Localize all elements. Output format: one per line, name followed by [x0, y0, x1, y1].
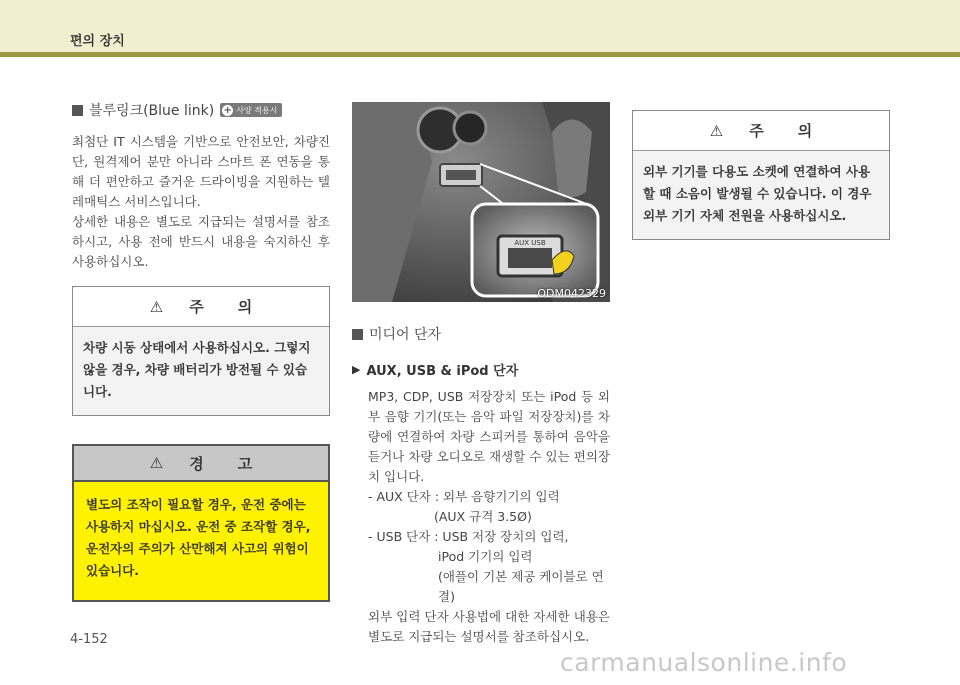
caution-header	[633, 111, 889, 151]
middle-column	[352, 102, 610, 647]
caution-text: 차량 시동 상태에서 사용하십시오. 그렇지 않을 경우, 차량 배터리가 방전될 수 있습니다.	[83, 340, 311, 399]
media-port-photo	[352, 102, 610, 302]
aux-spec: (AUX 규격 3.5Ø)	[434, 509, 532, 524]
media-intro: MP3, CDP, USB 저장장치 또는 iPod 등 외부 음향 기기(또는 음악 파일 저장장치)를 차량에 연결하여 차량 스피커를 통하여 음악을 듣거나 차량 오디오로 재생할 수 있는 편의장치 입니다.	[368, 389, 610, 484]
warning-word: 경고	[189, 454, 287, 473]
figure-code: ODM042329	[537, 287, 606, 300]
watermark: carmanualsonline.info	[560, 648, 848, 677]
warning-triangle-icon: ⚠	[149, 297, 164, 316]
caution-word: 주의	[189, 298, 287, 316]
section-title-media	[352, 324, 610, 344]
caution-box	[72, 286, 330, 416]
section-title-text: 미디어 단자	[369, 327, 442, 343]
warning-triangle-icon: ⚠	[709, 121, 724, 140]
option-badge	[220, 103, 282, 117]
header-band	[0, 0, 960, 52]
media-reference: 외부 입력 단자 사용법에 대한 자세한 내용은 별도로 지급되는 설명서를 참조하십시오.	[368, 609, 610, 644]
bluelink-description: 최첨단 IT 시스템을 기반으로 안전보안, 차량진단, 원격제어 분만 아니라 스마트 폰 연동을 통해 더 편안하고 즐거운 드라이빙을 지원하는 텔레매틱스 서비스입니다.	[72, 134, 330, 209]
warning-triangle-icon: ⚠	[149, 454, 164, 472]
page-header-title: 편의 장치	[70, 34, 125, 49]
media-description	[352, 387, 610, 647]
usb-line: - USB 단자 : USB 저장 장치의 입력,	[368, 529, 569, 544]
subsection-title	[352, 360, 610, 379]
port-label: AUX USB	[514, 239, 546, 247]
square-bullet-icon	[352, 329, 363, 340]
page-number: 4-152	[70, 632, 108, 647]
square-bullet-icon	[72, 105, 83, 116]
warning-header	[74, 446, 328, 482]
left-column	[72, 100, 330, 602]
aux-line: - AUX 단자 : 외부 음향기기의 입력	[368, 489, 560, 504]
apple-cable-line: (애플이 기본 제공 케이블로 연결)	[438, 569, 604, 604]
console-illustration	[352, 102, 610, 302]
caution-word: 주의	[749, 122, 847, 140]
caution-box	[632, 110, 890, 240]
section-title-text: 블루링크(Blue link)	[89, 103, 215, 119]
ipod-line: iPod 기기의 입력	[438, 549, 533, 564]
warning-text: 별도의 조작이 필요할 경우, 운전 중에는 사용하지 마십시오. 운전 중 조작할 경우, 운전자의 주의가 산만해져 사고의 위험이 있습니다.	[86, 497, 311, 578]
right-column	[632, 110, 890, 240]
header-rule	[0, 52, 960, 57]
caution-text: 외부 기기를 다용도 소켓에 연결하여 사용할 때 소음이 발생될 수 있습니다. 이 경우 외부 기기 자체 전원을 사용하십시오.	[643, 164, 872, 223]
bluelink-reference: 상세한 내용은 별도로 지급되는 설명서를 참조하시고, 사용 전에 반드시 내용을 숙지하신 후 사용하십시오.	[72, 214, 330, 269]
caution-header	[73, 287, 329, 327]
triangle-right-icon: ▶	[352, 363, 361, 376]
section-title-bluelink	[72, 100, 330, 120]
badge-label: 사양 적용시	[236, 105, 278, 115]
plus-icon: +	[223, 104, 232, 116]
subsection-title-text: AUX, USB & iPod 단자	[366, 364, 519, 379]
warning-box	[72, 444, 330, 602]
